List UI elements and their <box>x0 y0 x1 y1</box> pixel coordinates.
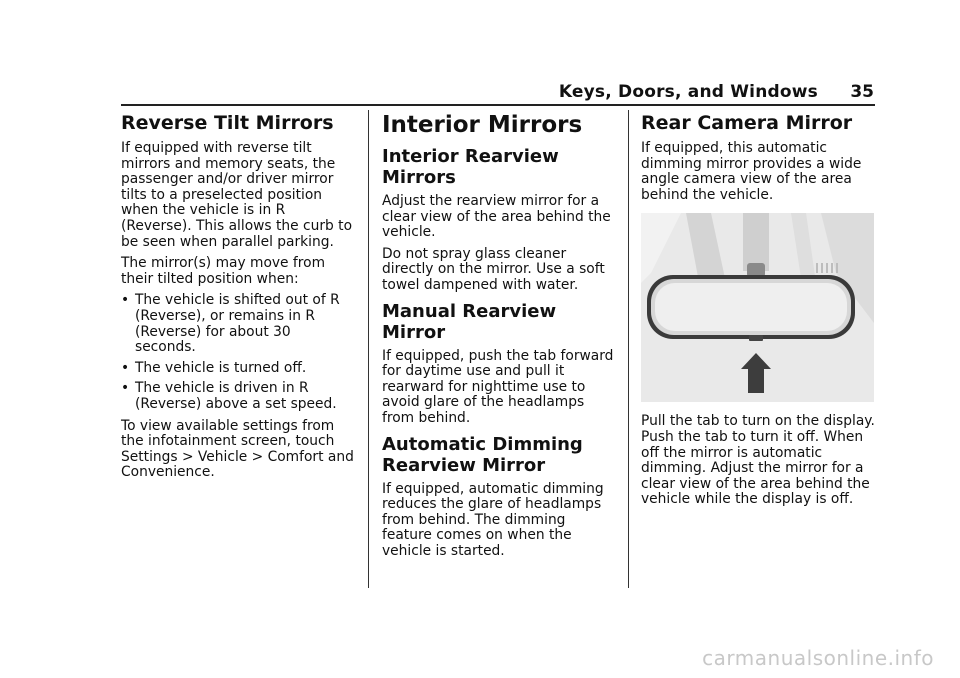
column-rear-camera-mirror <box>641 110 875 514</box>
paragraph-automatic-dimming: If equipped, automatic dimming reduces the glare of headlamps from behind. The dimming feature comes on when the vehicle is started. <box>382 480 604 559</box>
column-interior-mirrors <box>382 110 618 566</box>
paragraph-rear-camera-intro: If equipped, this automatic dimming mirror provides a wide angle camera view of the area behind the vehicle. <box>641 140 862 203</box>
list-item <box>121 381 355 412</box>
bullet-icon: • <box>121 292 130 309</box>
heading-reverse-tilt-mirrors: Reverse Tilt Mirrors <box>121 112 334 134</box>
bullet-icon: • <box>121 359 130 376</box>
paragraph-tilt-conditions: The mirror(s) may move from their tilted position when: <box>121 255 326 287</box>
heading-interior-rearview-mirrors: Interior Rearview Mirrors <box>382 146 559 188</box>
paragraph-rearview-adjust: Adjust the rearview mirror for a clear view of the area behind the vehicle. <box>382 193 611 241</box>
column-divider-left <box>368 110 369 588</box>
list-item-text: The vehicle is shifted out of R (Reverse), or remains in R (Reverse) for about 30 seconds. <box>135 292 340 356</box>
column-divider-right <box>628 110 629 588</box>
paragraph-rear-camera-operation: Pull the tab to turn on the display. Push the tab to turn it off. When off the mirror is automatic dimming. Adjust the mirror for a clear view of the area behind the vehicle while the display is off. <box>641 413 875 508</box>
watermark: carmanualsonline.info <box>702 646 934 670</box>
list-item <box>121 293 355 355</box>
list-item-text: The vehicle is turned off. <box>135 359 307 376</box>
paragraph-rearview-cleaning: Do not spray glass cleaner directly on the mirror. Use a soft towel dampened with water. <box>382 245 605 293</box>
column-reverse-tilt <box>121 110 355 487</box>
page-header-title: Keys, Doors, and Windows <box>558 82 818 102</box>
header-divider <box>121 104 875 106</box>
tilt-conditions-list <box>121 293 355 412</box>
page-number: 35 <box>850 82 874 102</box>
list-item-text: The vehicle is driven in R (Reverse) above a set speed. <box>135 380 337 412</box>
paragraph-manual-mirror: If equipped, push the tab forward for daytime use and pull it rearward for nighttime use to avoid glare of the headlamps from behind. <box>382 347 614 426</box>
paragraph-infotainment-settings: To view available settings from the infotainment screen, touch Settings > Vehicle > Comfort and Convenience. <box>121 417 354 481</box>
list-item <box>121 361 355 377</box>
paragraph-reverse-tilt-intro: If equipped with reverse tilt mirrors and memory seats, the passenger and/or driver mirror tilts to a preselected position when the vehicle is in R (Reverse). This allows the curb to be seen when parallel parking. <box>121 140 353 250</box>
heading-rear-camera-mirror: Rear Camera Mirror <box>641 112 853 134</box>
rear-camera-mirror-illustration <box>641 213 874 402</box>
heading-manual-rearview-mirror: Manual Rearview Mirror <box>382 300 557 343</box>
heading-automatic-dimming-mirror: Automatic Dimming Rearview Mirror <box>382 433 583 476</box>
bullet-icon: • <box>121 380 130 397</box>
title-interior-mirrors: Interior Mirrors <box>382 112 583 138</box>
